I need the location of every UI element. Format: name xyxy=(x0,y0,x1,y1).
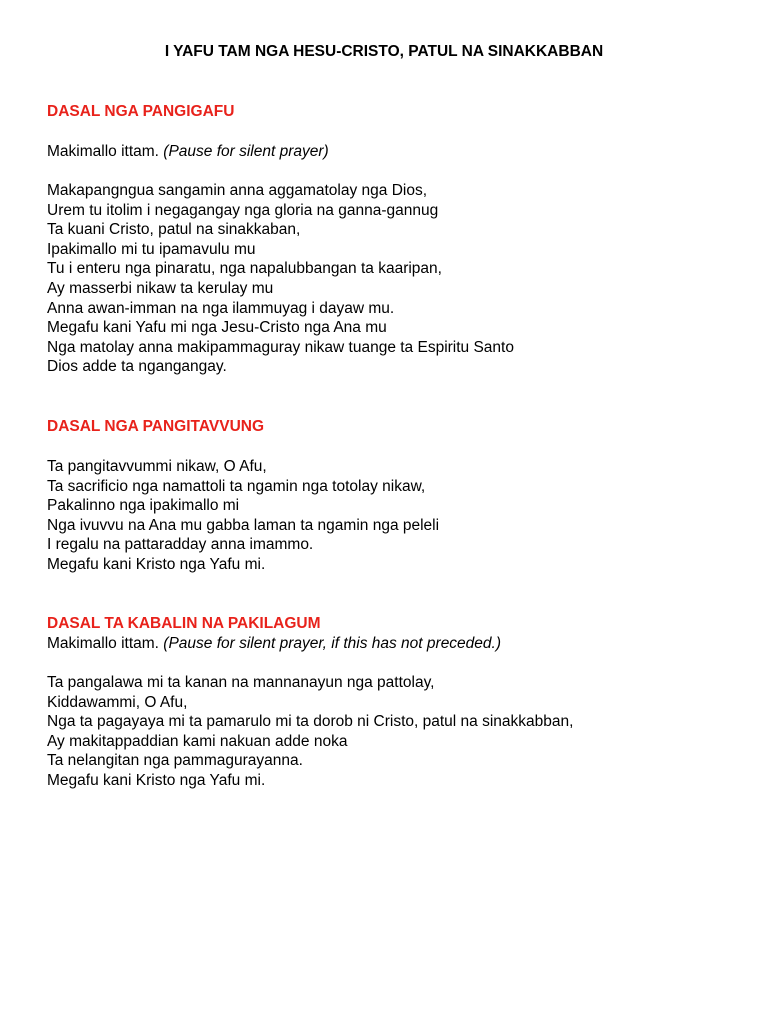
prayer-line: Makapangngua sangamin anna aggamatolay nga Dios, xyxy=(47,182,428,199)
prayer-text xyxy=(47,457,747,575)
intro-note: (Pause for silent prayer, if this has not preceded.) xyxy=(163,635,502,652)
prayer-text xyxy=(47,181,747,377)
prayer-line: Nga matolay anna makipammaguray nikaw tuange ta Espiritu Santo xyxy=(47,338,514,356)
prayer-line: Kiddawammi, O Afu, xyxy=(47,693,188,711)
prayer-line: Urem tu itolim i negagangay nga gloria na ganna-gannug xyxy=(47,201,439,219)
section-heading: DASAL NGA PANGITAVVUNG xyxy=(47,418,265,435)
section-intro xyxy=(47,142,747,162)
prayer-line: Megafu kani Yafu mi nga Jesu-Cristo nga Ana mu xyxy=(47,319,387,337)
intro-text: Makimallo ittam. xyxy=(47,635,164,652)
section-heading: DASAL NGA PANGIGAFU xyxy=(47,103,235,120)
intro-note: (Pause for silent prayer) xyxy=(163,143,329,160)
prayer-line: Ay makitappaddian kami nakuan adde noka xyxy=(47,732,348,750)
section-pangigafu xyxy=(47,102,747,122)
document-title: I YAFU TAM NGA HESU-CRISTO, PATUL NA SINAKKABBAN xyxy=(164,43,604,60)
prayer-line: Ta pangalawa mi ta kanan na mannanayun nga pattolay, xyxy=(47,674,435,691)
prayer-line: Megafu kani Kristo nga Yafu mi. xyxy=(47,555,266,573)
section-pakilagum xyxy=(47,614,747,634)
intro-line xyxy=(47,142,747,162)
prayer-line: Ta nelangitan nga pammagurayanna. xyxy=(47,752,303,770)
section-intro xyxy=(47,634,747,654)
prayer-line: Ta sacrificio nga namattoli ta ngamin nga totolay nikaw, xyxy=(47,477,426,495)
prayer-line: Pakalinno nga ipakimallo mi xyxy=(47,497,240,515)
prayer-line: Tu i enteru nga pinaratu, nga napalubbangan ta kaaripan, xyxy=(47,260,442,278)
prayer-line: Dios adde ta ngangangay. xyxy=(47,358,227,376)
prayer-line: Ay masserbi nikaw ta kerulay mu xyxy=(47,279,274,297)
prayer-line: Nga ta pagayaya mi ta pamarulo mi ta dorob ni Cristo, patul na sinakkabban, xyxy=(47,713,574,731)
section-heading: DASAL TA KABALIN NA PAKILAGUM xyxy=(47,615,321,632)
prayer-line: I regalu na pattaradday anna imammo. xyxy=(47,536,314,554)
prayer-line: Ipakimallo mi tu ipamavulu mu xyxy=(47,240,256,258)
prayer-line: Nga ivuvvu na Ana mu gabba laman ta ngamin nga peleli xyxy=(47,516,440,534)
section-pangitavvung xyxy=(47,417,747,437)
prayer-text xyxy=(47,673,747,791)
intro-line xyxy=(47,634,747,654)
prayer-line: Megafu kani Kristo nga Yafu mi. xyxy=(47,771,266,789)
prayer-line: Ta kuani Cristo, patul na sinakkaban, xyxy=(47,221,301,239)
prayer-line: Ta pangitavvummi nikaw, O Afu, xyxy=(47,458,267,475)
intro-text: Makimallo ittam. xyxy=(47,143,164,160)
prayer-line: Anna awan-imman na nga ilammuyag i dayaw mu. xyxy=(47,299,395,317)
